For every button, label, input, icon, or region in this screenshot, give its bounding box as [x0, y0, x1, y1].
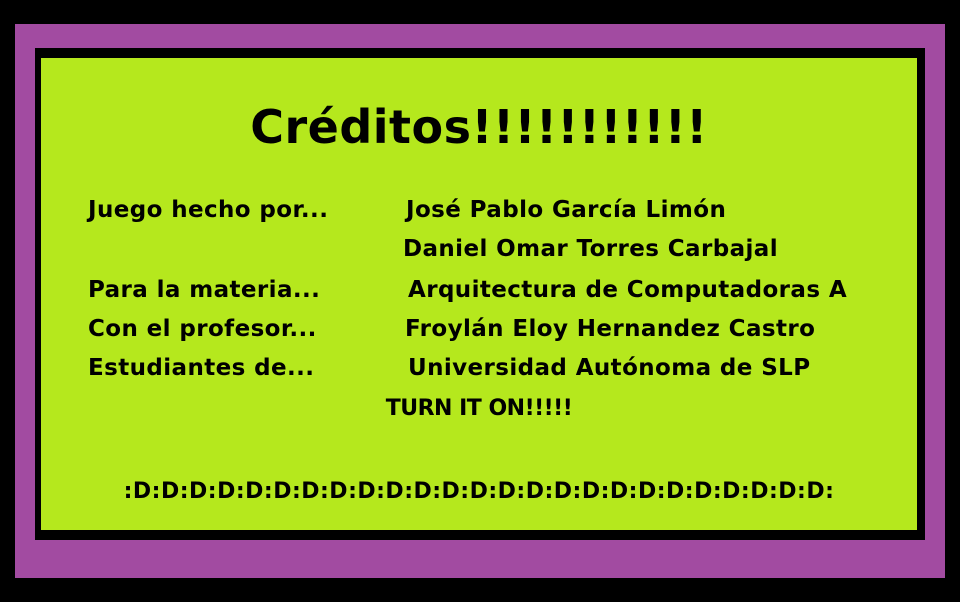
credit-value-author-1: José Pablo García Limón: [406, 197, 727, 223]
credits-title: Créditos!!!!!!!!!!!: [250, 100, 708, 154]
credit-label-course: Para la materia...: [88, 277, 321, 303]
credit-label-professor: Con el profesor...: [88, 316, 317, 342]
credit-value-course: Arquitectura de Computadoras A: [408, 277, 848, 303]
smiley-footer: :D:D:D:D:D:D:D:D:D:D:D:D:D:D:D:D:D:D:D:D:D:D:D:D:D:: [123, 479, 835, 504]
credits-tagline: TURN IT ON!!!!!: [385, 396, 573, 421]
credits-panel: [41, 58, 917, 530]
credit-value-author-2: Daniel Omar Torres Carbajal: [403, 236, 778, 262]
credit-label-made-by: Juego hecho por...: [88, 197, 329, 223]
credit-value-university: Universidad Autónoma de SLP: [408, 355, 811, 381]
credit-value-professor: Froylán Eloy Hernandez Castro: [405, 316, 816, 342]
credit-label-students-of: Estudiantes de...: [88, 355, 315, 381]
